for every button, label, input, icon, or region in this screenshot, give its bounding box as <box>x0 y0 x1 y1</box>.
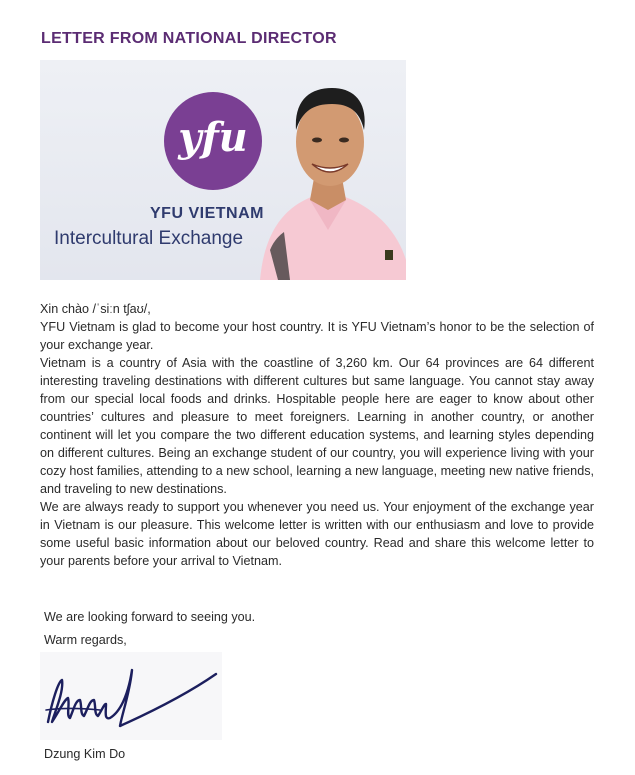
signature-image <box>40 652 222 740</box>
logo-line-1: YFU VIETNAM <box>150 205 264 222</box>
paragraph-1: YFU Vietnam is glad to become your host country. It is YFU Vietnam’s honor to be the selection of your exchange year. <box>40 320 594 352</box>
logo-line-2: Intercultural Exchange <box>54 228 244 249</box>
closing-line-1: We are looking forward to seeing you. <box>44 610 256 624</box>
yfu-logo-icon <box>164 92 262 190</box>
letter-body <box>40 300 594 570</box>
paragraph-3: We are always ready to support you whenever you need us. Your enjoyment of the exchange year in Vietnam is our pleasure. This welcome letter is written with our enthusiasm and love to provide some useful basic information about our beloved country. Read and share this welcome letter to your parents before your arrival to Vietnam. <box>40 500 594 568</box>
closing-line-2: Warm regards, <box>44 633 127 647</box>
paragraph-2: Vietnam is a country of Asia with the coastline of 3,260 km. Our 64 provinces are 64 different interesting traveling destinations with different cultures but same language. You cannot stay away from our special local foods and drinks. Hospitable people here are eager to know about other countries’ cultures and pleasure to meet foreigners. Learning in another country, or another continent will let you compare the two different education systems, and learning styles depending on different cultures. Being an exchange student of our country, you will experience living with your cozy host families, attending to a new school, learning a new language, meeting new native friends, and traveling to new destinations. <box>40 356 594 496</box>
closing <box>44 606 255 652</box>
director-photo <box>40 60 406 280</box>
logo-mark: yfu <box>178 114 248 161</box>
greeting: Xin chào /ˈsiːn tʃaʊ/, <box>40 302 151 316</box>
director-portrait <box>250 60 406 280</box>
page-title: LETTER FROM NATIONAL DIRECTOR <box>41 30 337 47</box>
signer-name: Dzung Kim Do <box>44 747 126 761</box>
